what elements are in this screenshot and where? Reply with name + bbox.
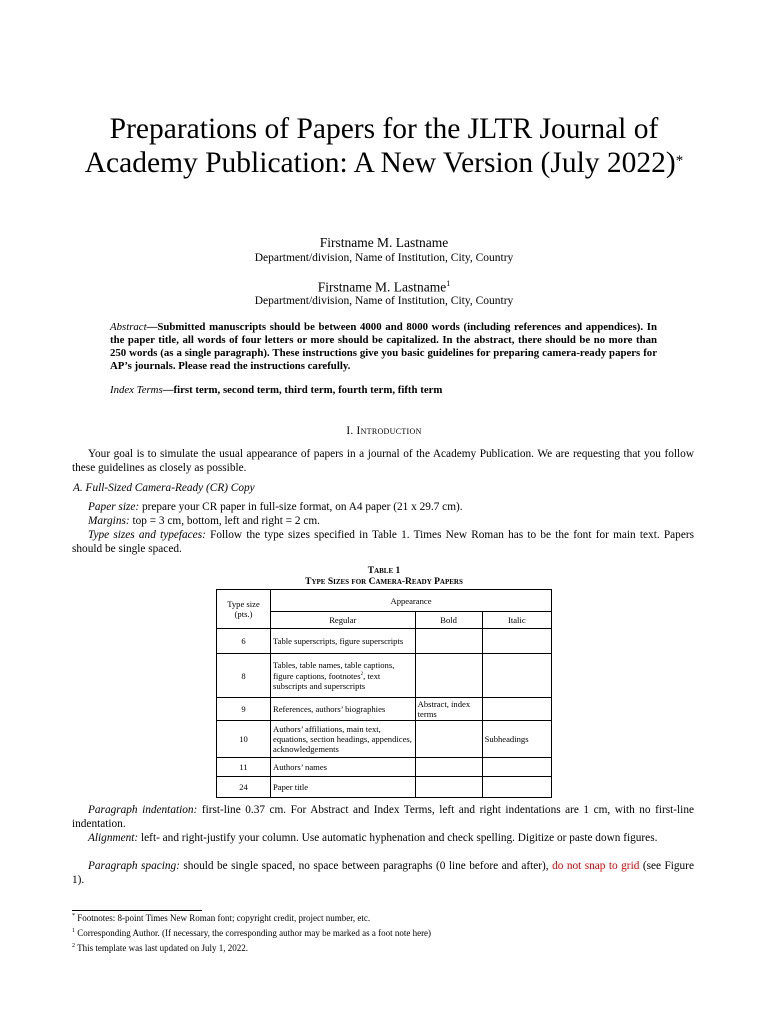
footnote-rule: [72, 910, 202, 911]
table-row: 24 Paper title: [217, 777, 552, 798]
table-header-appearance: Appearance: [271, 590, 552, 612]
table-header-bold: Bold: [415, 612, 482, 629]
spacing-paragraph: Paragraph spacing: should be single spaced, no space between paragraphs (0 line before and after), do not snap to grid (see Figure 1).: [72, 860, 694, 886]
type-sizes-table: [216, 589, 552, 798]
author-1-affiliation: Department/division, Name of Institution, City, Country: [254, 252, 514, 264]
footnote-2: $^1$ Corresponding Author. (If necessary, the corresponding author may be marked as a foot note here): [72, 928, 432, 938]
section-heading-introduction: I. Introduction: [346, 425, 422, 437]
table-row: 6 Table superscripts, figure superscripts: [217, 629, 552, 654]
footnote-3: $^2$ This template was last updated on July 1, 2022.: [72, 943, 249, 953]
margins-paragraph: Margins: top = 3 cm, bottom, left and right = 2 cm.: [88, 515, 320, 527]
footnote-1: * Footnotes: 8-point Times New Roman font; copyright credit, project number, etc.: [72, 913, 371, 923]
abstract-lead: Abstract: [110, 321, 147, 333]
type-sizes-paragraph: Type sizes and typefaces: Follow the type sizes specified in Table 1. Times New Roman has to be the font for main text. Papers should be single spaced.: [72, 529, 694, 555]
table-row: 10 Authors’ affiliations, main text, equations, section headings, appendices, acknowledgements Subheadings: [217, 721, 552, 758]
index-terms-text: —first term, second term, third term, fourth term, fifth term: [162, 384, 443, 396]
red-highlight-text: do not snap to grid: [552, 860, 640, 872]
abstract-text: —Submitted manuscripts should be between 4000 and 8000 words (including references and appendices). In the paper title, all words of four letters or more should be capitalized. In the abstract, there should be no more than 250 words (as a single paragraph). These instructions give you basic guidelines for preparing camera-ready papers for AP’s journals. Please read the instructions carefully.: [110, 321, 657, 372]
title-footnote-mark: *: [675, 153, 684, 169]
subsection-heading: A. Full-Sized Camera-Ready (CR) Copy: [73, 482, 255, 494]
table-caption: Type Sizes for Camera-Ready Papers: [305, 577, 463, 587]
paper-title: Preparations of Papers for the JLTR Journal of Academy Publication: A New Version (July 2022)*: [84, 113, 684, 179]
abstract: [110, 321, 657, 373]
table-header-type-size: Type size (pts.): [217, 590, 271, 629]
author-2-mark: 1: [446, 279, 451, 288]
table-row: 8 Tables, table names, table captions, figure captions, footnotes$^2$, text subscripts and superscripts: [217, 654, 552, 698]
table-number: Table 1: [367, 566, 401, 576]
author-2-name: Firstname M. Lastname$^1$: [317, 279, 451, 295]
intro-paragraph: Your goal is to simulate the usual appearance of papers in a journal of the Academy Publication. We are requesting that you follow these guidelines as closely as possible.: [72, 448, 694, 474]
alignment-paragraph: Alignment: left- and right-justify your column. Use automatic hyphenation and check spelling. Digitize or paste down figures.: [88, 832, 658, 844]
table-header-italic: Italic: [482, 612, 551, 629]
index-terms: [110, 384, 657, 396]
table-header-regular: Regular: [271, 612, 416, 629]
paper-size-paragraph: Paper size: prepare your CR paper in full-size format, on A4 paper (21 x 29.7 cm).: [88, 501, 463, 513]
table-row: 11 Authors’ names: [217, 758, 552, 777]
author-2-affiliation: Department/division, Name of Institution, City, Country: [254, 295, 514, 307]
indentation-paragraph: Paragraph indentation: first-line 0.37 cm. For Abstract and Index Terms, left and right indentations are 1 cm, with no first-line indentation.: [72, 804, 694, 830]
table-row: 9 References, authors’ biographies Abstract, index terms: [217, 698, 552, 721]
author-1-name: Firstname M. Lastname: [319, 235, 449, 250]
index-terms-lead: Index Terms: [110, 384, 163, 396]
